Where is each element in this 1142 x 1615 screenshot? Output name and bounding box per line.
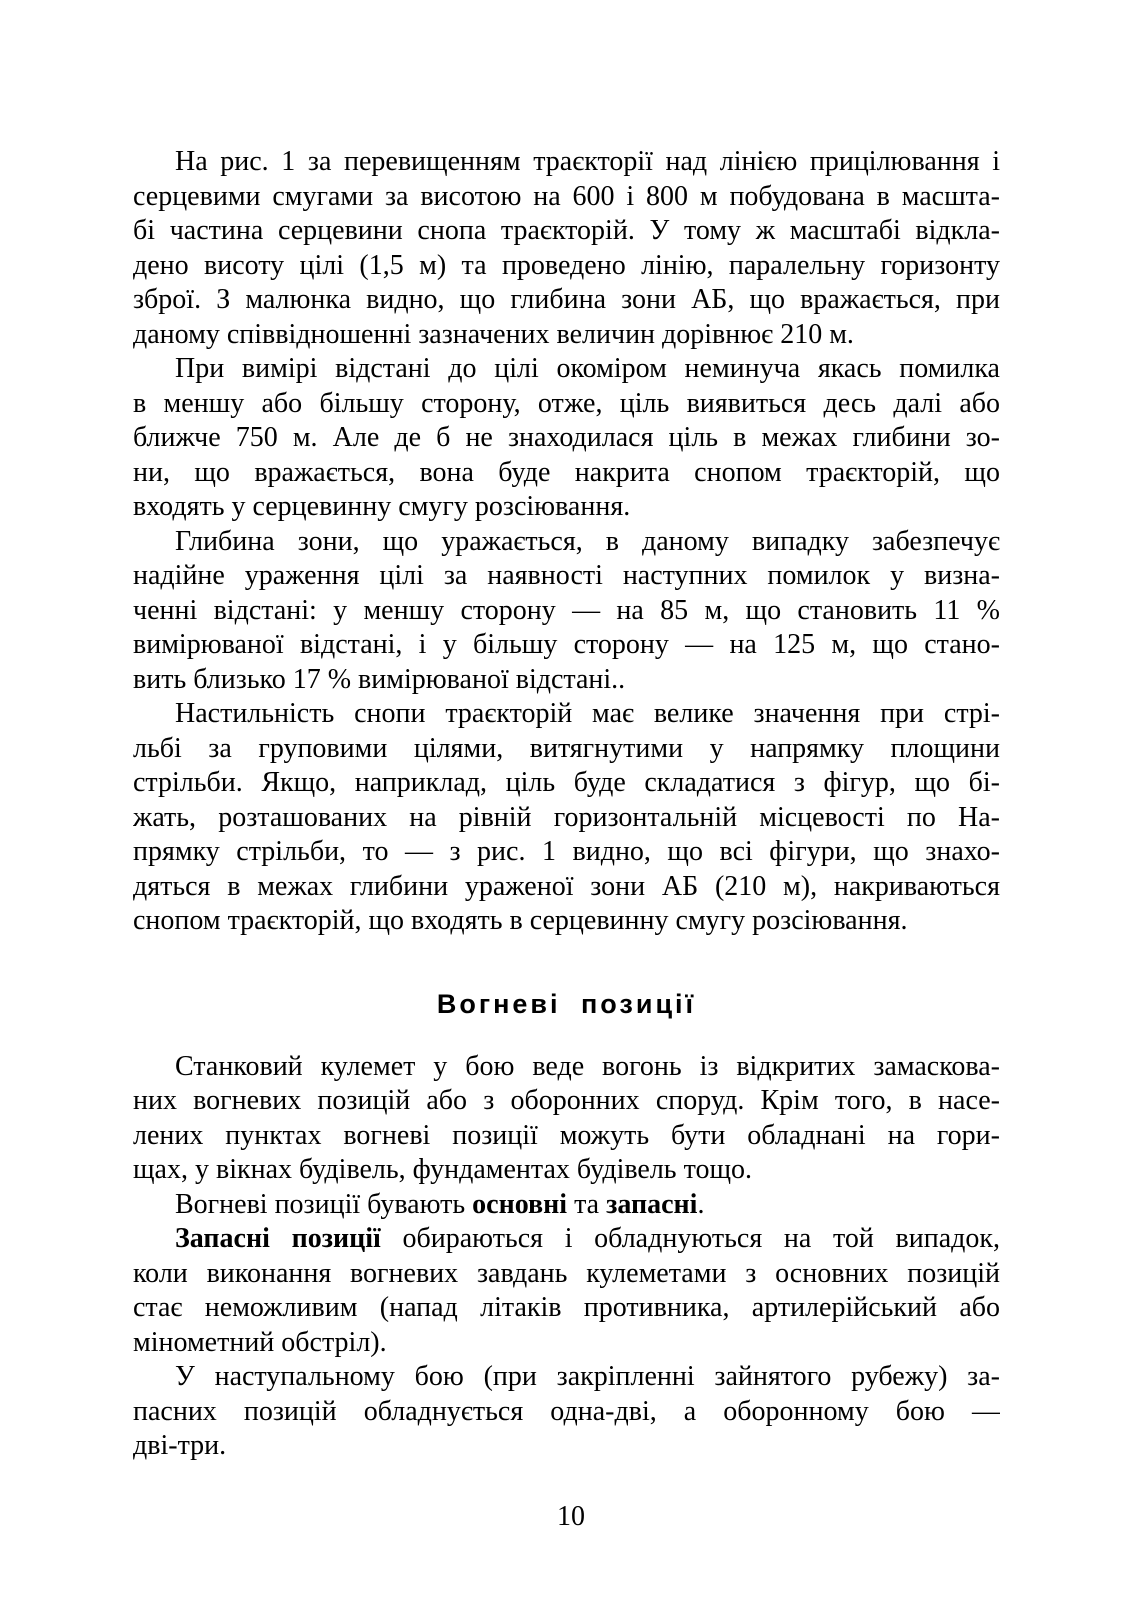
text-line: дві-три. [133,1430,227,1461]
paragraph [133,1188,1000,1223]
paragraph [133,145,1000,352]
section-heading: Вогневі позиції [436,988,697,1019]
text-line: стає неможливим (напад літаків противника, артилерійський або [133,1292,1000,1323]
page-number: 10 [557,1501,585,1532]
text-line: мінометний обстріл). [133,1326,387,1358]
section-paragraphs [133,1050,1000,1464]
text-line: бі частина серцевини снопа траєкторій. У тому ж масштабі відкла- [133,215,1000,246]
text-line: Настильність снопи траєкторій має велике значення при стрі- [175,698,1000,729]
text-line: Вогневі позиції бувають основні та запасні. [175,1188,705,1220]
text-line: зброї. З малюнка видно, що глибина зони АБ, що вражається, при [133,284,1000,315]
text-line: дяться в межах глибини ураженої зони АБ (210 м), накриваються [133,870,1000,902]
text-line: стрільби. Якщо, наприклад, ціль буде складатися з фігур, що бі- [133,767,1000,798]
intro-paragraphs [133,145,1000,939]
text-line: лених пунктах вогневі позиції можуть бути обладнані на гори- [133,1119,1000,1151]
text-line: серцевими смугами за висотою на 600 і 800 м побудована в масшта- [133,180,1000,212]
text-line: в меншу або більшу сторону, отже, ціль виявиться десь далі або [133,387,1000,419]
paragraph [133,352,1000,525]
text-line: ближче 750 м. Але де б не знаходилася ціль в межах глибини зо- [133,422,1000,453]
text-line: вить близько 17 % вимірюваної відстані.. [133,663,626,695]
text-line: ченні відстані: у меншу сторону — на 85 м, що становить 11 % [133,594,1000,626]
text-line: надійне ураження цілі за наявності наступних помилок у визна- [133,560,1000,591]
text-line: При вимірі відстані до цілі окоміром неминуча якась помилка [175,353,1000,384]
paragraph [133,697,1000,939]
paragraph [133,1050,1000,1188]
text-line: щах, у вікнах будівель, фундаментах будівель тощо. [133,1154,753,1185]
text-line: На рис. 1 за перевищенням траєкторії над лінією прицілювання і [175,146,1000,177]
text-line: дено висоту цілі (1,5 м) та проведено лінію, паралельну горизонту [133,249,1000,281]
text-line: них вогневих позицій або з оборонних споруд. Крім того, в насе- [133,1085,1000,1116]
text-line: коли виконання вогневих завдань кулеметами з основних позицій [133,1257,1000,1289]
text-line: Станковий кулемет у бою веде вогонь із відкритих замаскова- [175,1050,1000,1082]
text-line: снопом траєкторій, що входять в серцевинну смугу розсіювання. [133,905,908,936]
text-line: Глибина зони, що уражається, в даному випадку забезпечує [175,525,1000,557]
text-line: пасних позицій обладнується одна-дві, а оборонному бою — [133,1395,1000,1427]
text-line: Запасні позиції обираються і обладнуються на той випадок, [175,1223,1000,1254]
text-line: входять у серцевинну смугу розсіювання. [133,491,631,522]
text-line: вимірюваної відстані, і у більшу сторону — на 125 м, що стано- [133,629,1000,660]
text-line: даному співвідношенні зазначених величин дорівнює 210 м. [133,318,854,350]
paragraph [133,1360,1000,1464]
text-line: жать, розташованих на рівній горизонтальній місцевості по На- [133,801,1000,833]
text-line: прямку стрільби, то — з рис. 1 видно, що всі фігури, що знахо- [133,836,1000,867]
text-line: У наступальному бою (при закріпленні зайнятого рубежу) за- [175,1361,1000,1392]
paragraph [133,525,1000,698]
text-line: ни, що вражається, вона буде накрита снопом траєкторій, що [133,456,1000,488]
text-block [133,145,1000,1464]
paragraph [133,1222,1000,1360]
text-line: льбі за груповими цілями, витягнутими у напрямку площини [133,732,1000,764]
